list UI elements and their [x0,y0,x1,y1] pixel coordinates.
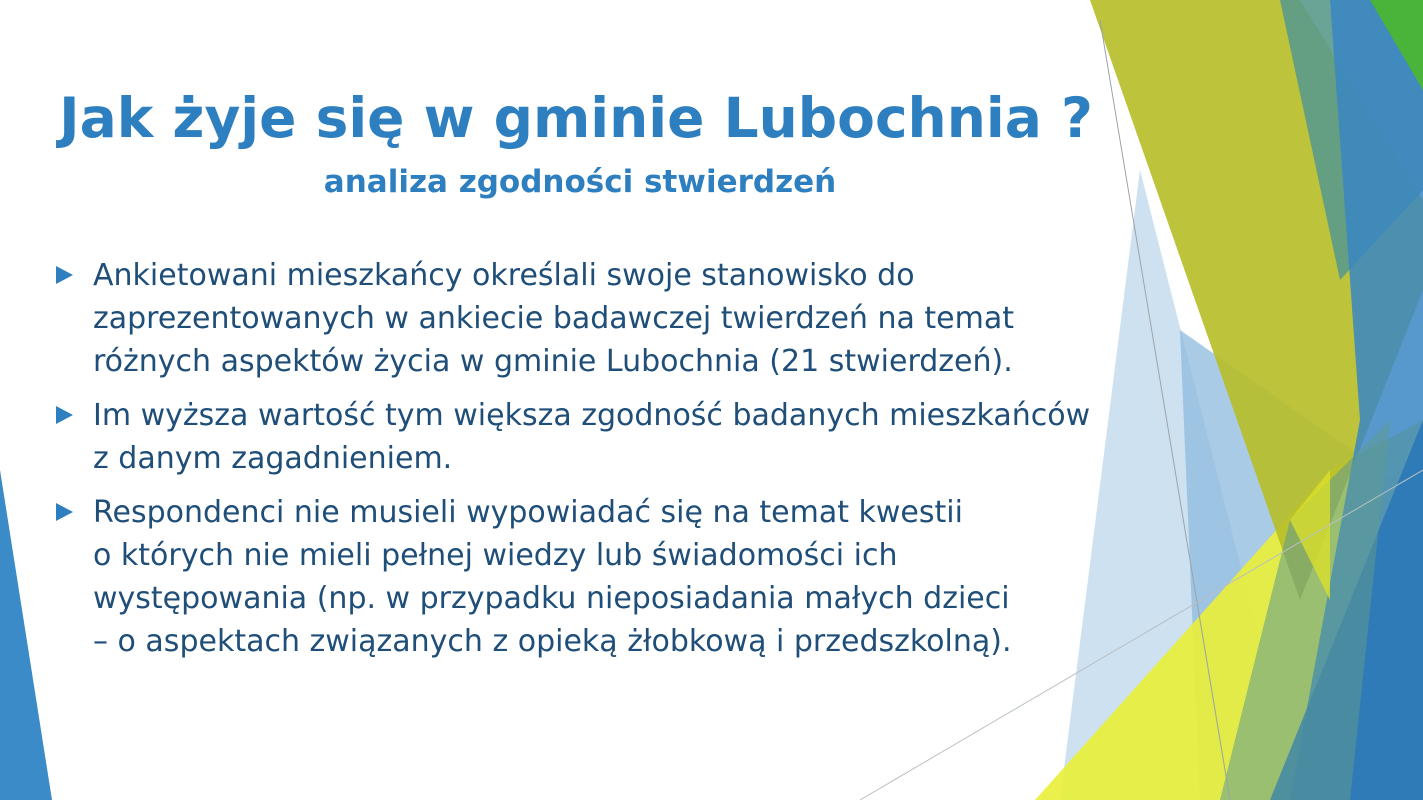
bullet-text: Im wyższa wartość tym większa zgodność badanych mieszkańców z danym zagadnieniem. [93,398,1091,476]
slide-title: Jak żyje się w gminie Lubochnia ? [59,86,1093,150]
bullet-item [52,394,1162,480]
bullet-text: Respondenci nie musieli wypowiadać się na temat kwestii o których nie mieli pełnej wiedzy lub świadomości ich występowania (np. w przypadku nieposiadania małych dzieci – o aspektach związanych z opieką żłobkową i przedszkolną). [93,495,1012,659]
bullet-text: Ankietowani mieszkańcy określali swoje stanowisko do zaprezentowanych w ankiecie badawczej twierdzeń na temat różnych aspektów życia w gminie Lubochnia (21 stwierdzeń). [93,258,1015,379]
slide-subtitle: analiza zgodności stwierdzeń [323,164,837,200]
triangle-right-icon [56,266,73,284]
triangle-right-icon [56,503,73,521]
bullet-item [52,491,1162,663]
bullet-list [52,254,1162,674]
triangle-right-icon [56,406,73,424]
left-blue-shape [0,470,52,800]
bullet-item [52,254,1162,383]
